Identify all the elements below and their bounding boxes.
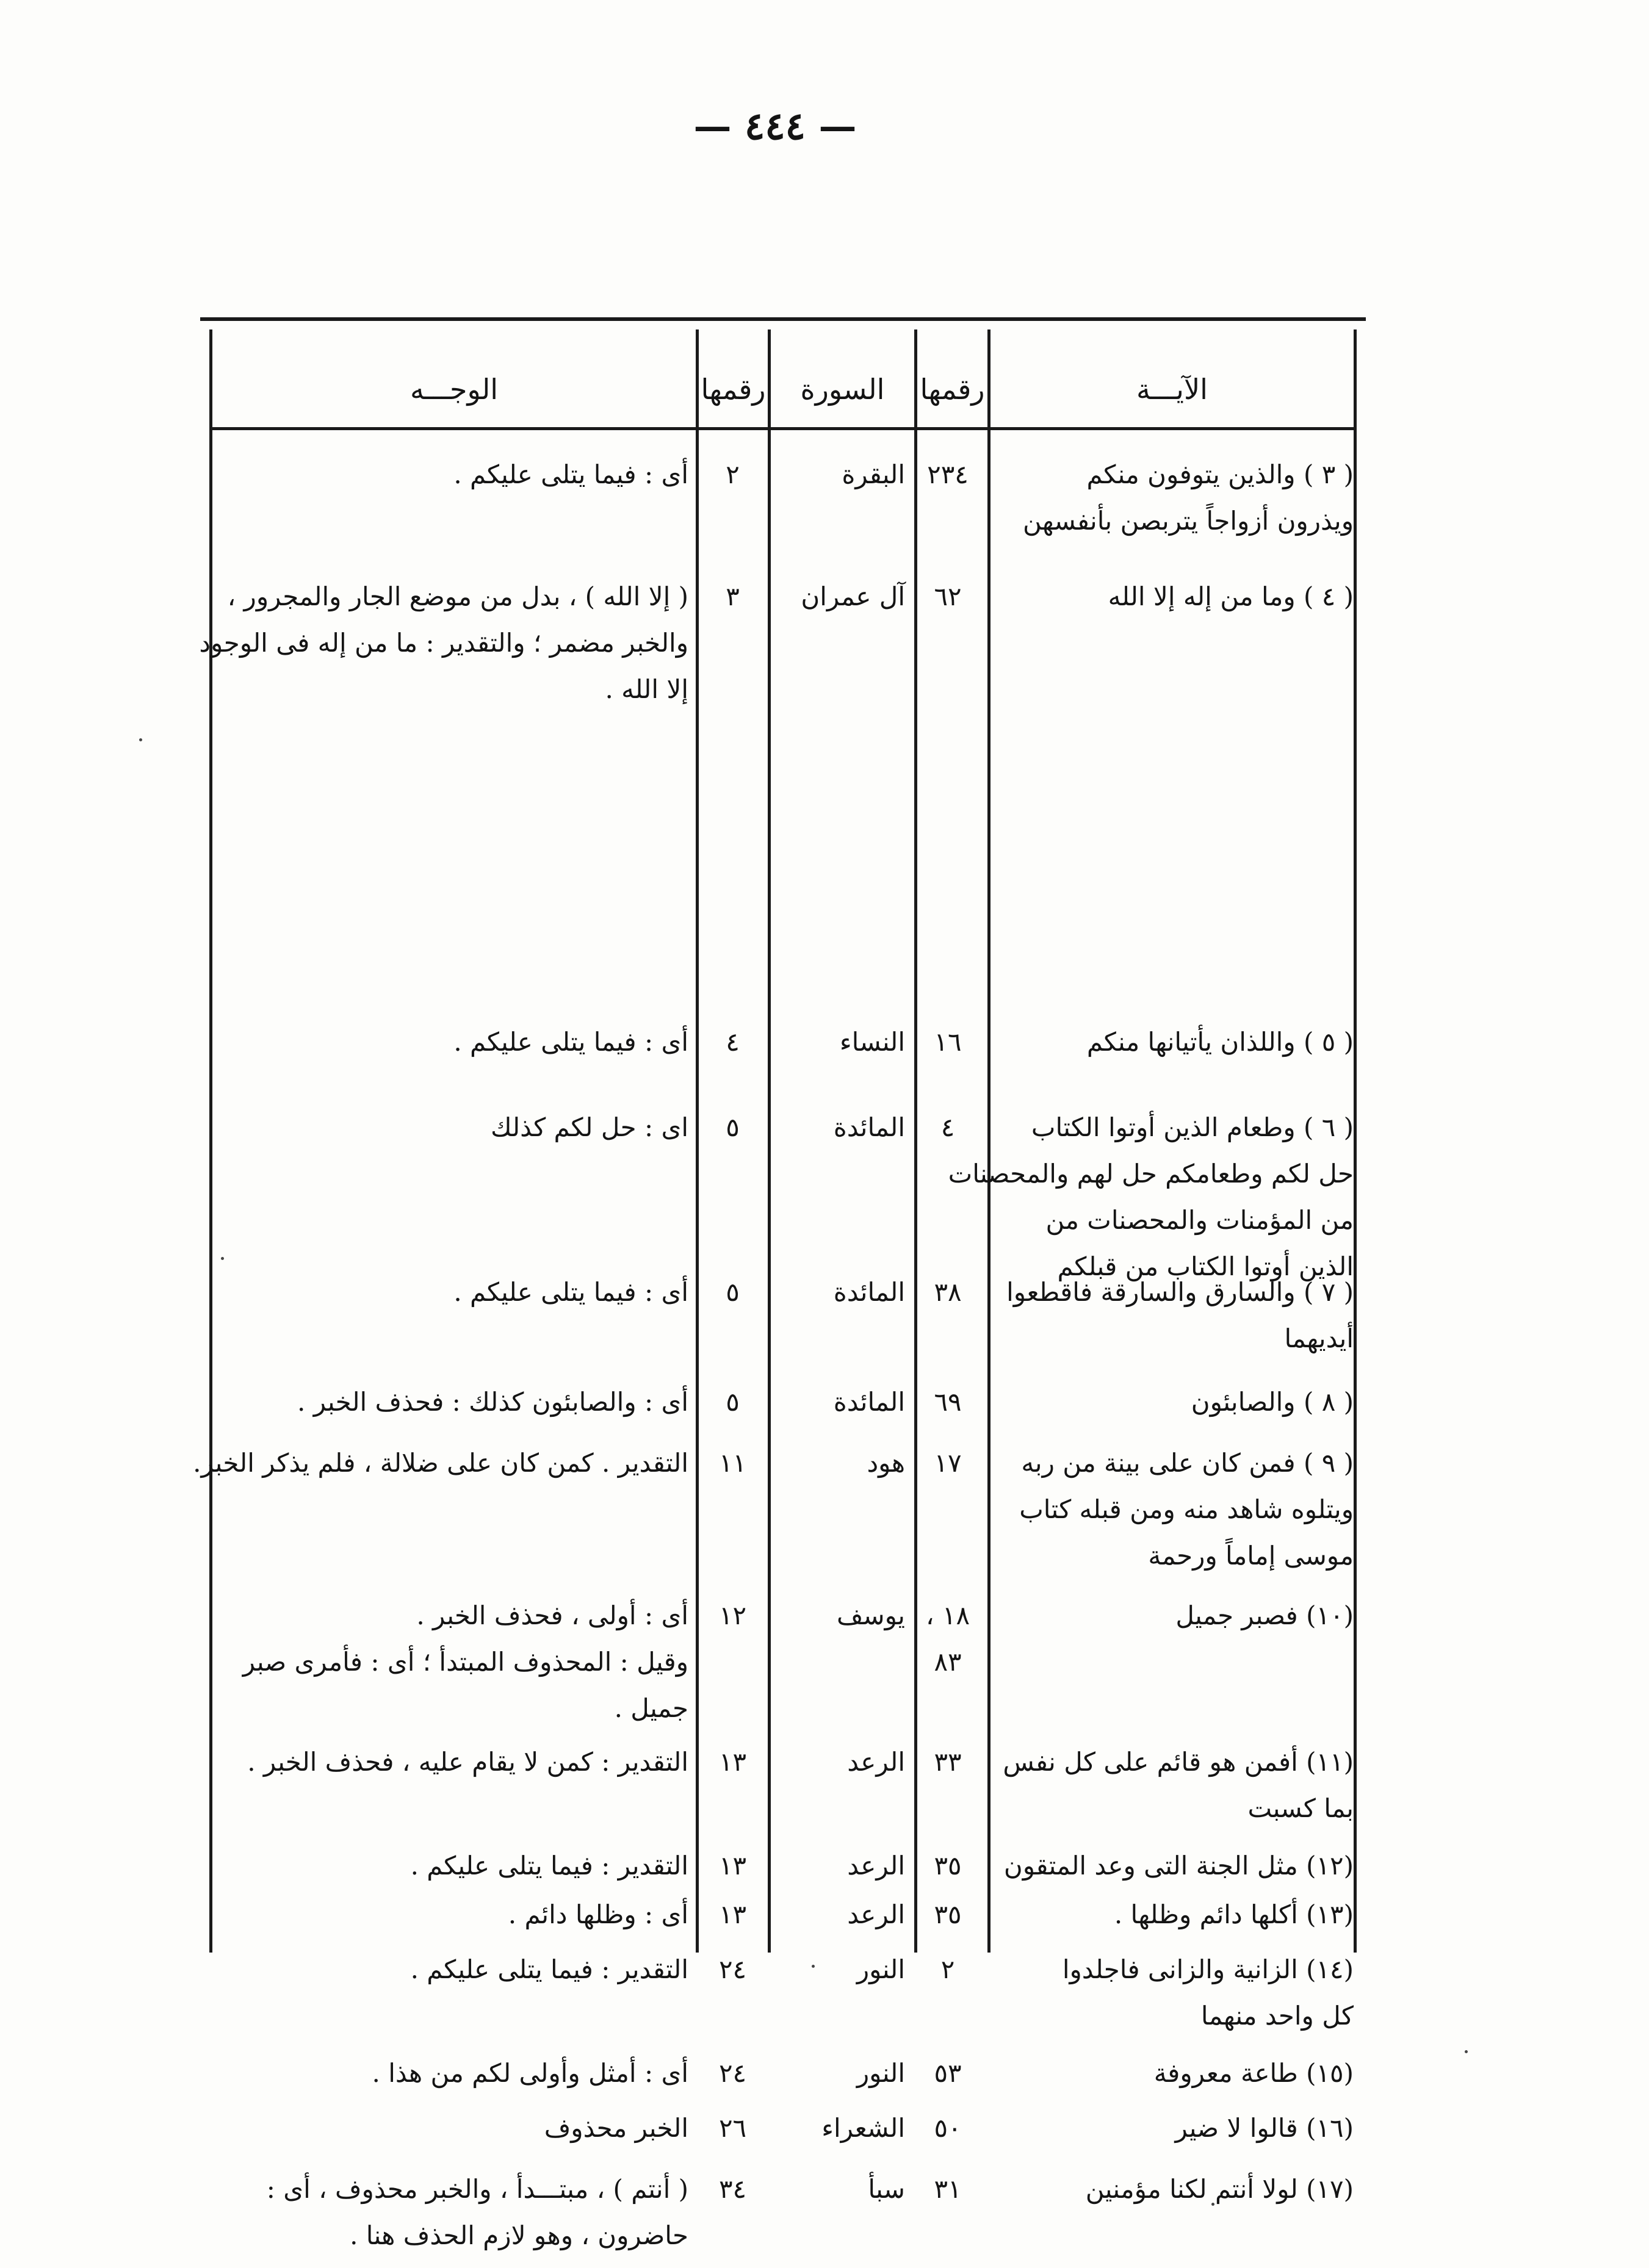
ayah-number: ٢ bbox=[940, 1954, 955, 1984]
ayah-number: ٥٣ bbox=[934, 2058, 962, 2088]
wajh-text bbox=[225, 1593, 688, 1732]
ayah-text-line: أيديهما bbox=[1284, 1323, 1354, 1353]
ayah-text-line: (١٧) لولا أنتم لكنا مؤمنين bbox=[1085, 2174, 1354, 2204]
ayah-text-line: ( ٩ ) فمن كان على بينة من ربه bbox=[1021, 1448, 1354, 1478]
wajh-number: ١٢ bbox=[718, 1600, 747, 1630]
wajh-text bbox=[199, 574, 688, 713]
ayah-text-line: (١٠) فصبر جميل bbox=[1175, 1600, 1354, 1630]
wajh-text bbox=[225, 1379, 688, 1425]
wajh-number: ٣ bbox=[726, 581, 740, 611]
surah-name: المائدة bbox=[833, 1277, 905, 1307]
wajh-text-line: أى : وظلها دائم . bbox=[508, 1899, 688, 1929]
column-divider bbox=[1354, 329, 1357, 1953]
ayah-text bbox=[1003, 1739, 1354, 1832]
surah-name: المائدة bbox=[833, 1112, 905, 1142]
ayah-number: ٦٩ bbox=[934, 1387, 962, 1417]
ayah-number: ٣٥ bbox=[934, 1851, 962, 1881]
surah-name: المائدة bbox=[833, 1387, 905, 1417]
ayah-text-line: من المؤمنات والمحصنات من bbox=[1045, 1205, 1354, 1235]
ayah-text-line: ( ٨ ) والصابئون bbox=[1191, 1387, 1354, 1417]
ayah-text bbox=[1012, 2105, 1354, 2151]
ayah-text-line: ( ٣ ) والذين يتوفون منكم bbox=[1086, 459, 1354, 489]
header-wajh-number: رقمها bbox=[701, 372, 766, 406]
table-top-rule bbox=[200, 317, 1366, 321]
surah-name: النور bbox=[856, 2058, 905, 2088]
header-surah: السورة bbox=[800, 372, 885, 406]
ayah-text-line: كل واحد منهما bbox=[1200, 2001, 1354, 2031]
wajh-text-line: الخبر محذوف bbox=[544, 2113, 688, 2143]
ayah-text-line: (١٤) الزانية والزانى فاجلدوا bbox=[1062, 1954, 1354, 1984]
ayah-number: ٣١ bbox=[934, 2174, 962, 2204]
ayah-text-line: ( ٥ ) واللذان يأتيانها منكم bbox=[1086, 1027, 1354, 1057]
surah-name: الرعد bbox=[847, 1851, 905, 1881]
ayah-text bbox=[1003, 1843, 1354, 1889]
wajh-text-line: أى : والصابئون كذلك : فحذف الخبر . bbox=[297, 1387, 688, 1417]
wajh-number: ٢٤ bbox=[718, 1954, 747, 1984]
ayah-text-line: (١٣) أكلها دائم وظلها . bbox=[1114, 1899, 1354, 1929]
header-wajh: الوجـــه bbox=[410, 372, 499, 406]
wajh-number: ١٣ bbox=[718, 1899, 747, 1929]
wajh-number: ٢٤ bbox=[718, 2058, 747, 2088]
wajh-text-line: أى : أمثل وأولى لكم من هذا . bbox=[372, 2058, 688, 2088]
header-ayah-number: رقمها bbox=[920, 372, 985, 406]
ayah-text-line: ( ٤ ) وما من إله إلا الله bbox=[1108, 581, 1354, 611]
ayah-text-line: (١٢) مثل الجنة التى وعد المتقون bbox=[1003, 1851, 1354, 1881]
wajh-text bbox=[225, 1104, 688, 1151]
wajh-text-line: أى : فيما يتلى عليكم . bbox=[453, 1027, 688, 1057]
wajh-text-line: جميل . bbox=[614, 1693, 688, 1723]
wajh-number: ٥ bbox=[726, 1277, 740, 1307]
surah-name: هود bbox=[867, 1448, 905, 1478]
wajh-text-line: وقيل : المحذوف المبتدأ ؛ أى : فأمرى صبر bbox=[242, 1647, 688, 1677]
table-header-rule bbox=[209, 427, 1357, 430]
ayah-text bbox=[1012, 2166, 1354, 2212]
wajh-text bbox=[193, 1440, 688, 1486]
column-divider bbox=[768, 329, 771, 1953]
ayah-text bbox=[1006, 1269, 1354, 1362]
ayah-number: ٣٣ bbox=[934, 1747, 962, 1777]
ayah-number: ٦٢ bbox=[934, 581, 962, 611]
wajh-text bbox=[225, 1946, 688, 1993]
wajh-number: ٢ bbox=[726, 459, 740, 489]
surah-name: الرعد bbox=[847, 1747, 905, 1777]
wajh-text-line: أى : أولى ، فحذف الخبر . bbox=[416, 1600, 688, 1630]
wajh-number: ٣٤ bbox=[718, 2174, 747, 2204]
ayah-text-line: الذين أوتوا الكتاب من قبلكم bbox=[1057, 1251, 1354, 1281]
ayah-text-line: (١٦) قالوا لا ضير bbox=[1175, 2113, 1354, 2143]
ayah-text-line: بما كسبت bbox=[1247, 1793, 1354, 1823]
ayah-number: ٤ bbox=[940, 1112, 955, 1142]
surah-name: البقرة bbox=[842, 459, 905, 489]
wajh-text-line: أى : فيما يتلى عليكم . bbox=[453, 459, 688, 489]
ayah-number: ١٨ ، ٨٣ bbox=[925, 1600, 970, 1677]
column-divider bbox=[209, 329, 212, 1953]
ayah-text bbox=[1012, 2050, 1354, 2097]
wajh-text bbox=[225, 2166, 688, 2259]
ayah-text-line: موسى إماماً ورحمة bbox=[1148, 1541, 1354, 1571]
ayah-number: ٢٣٤ bbox=[927, 459, 969, 489]
surah-name: النور bbox=[856, 1954, 905, 1984]
header-ayah: الآيـــة bbox=[1136, 372, 1208, 406]
wajh-text-line: حاضرون ، وهو لازم الحذف هنا . bbox=[350, 2220, 688, 2250]
ayah-number: ١٧ bbox=[934, 1448, 962, 1478]
ayah-text bbox=[1012, 1593, 1354, 1639]
wajh-text-line: التقدير : فيما يتلى عليكم . bbox=[410, 1954, 688, 1984]
wajh-text-line: إلا الله . bbox=[605, 674, 688, 704]
ayah-number: ٣٥ bbox=[934, 1899, 962, 1929]
page-number: — ٤٤٤ — bbox=[693, 104, 857, 148]
wajh-text-line: اى : حل لكم كذلك bbox=[490, 1112, 688, 1142]
wajh-text-line: ( إلا الله ) ، بدل من موضع الجار والمجرور ، bbox=[227, 581, 688, 611]
verse-table bbox=[193, 317, 1366, 2250]
wajh-number: ٥ bbox=[726, 1112, 740, 1142]
wajh-text bbox=[225, 2050, 688, 2097]
ayah-text bbox=[1012, 1946, 1354, 2039]
surah-name: الرعد bbox=[847, 1899, 905, 1929]
ayah-text-line: ويذرون أزواجاً يتربصن بأنفسهن bbox=[1023, 506, 1354, 536]
surah-name: آل عمران bbox=[801, 581, 905, 611]
ayah-text-line: حل لكم وطعامكم حل لهم والمحصنات bbox=[948, 1159, 1354, 1189]
scan-speck bbox=[139, 738, 142, 741]
wajh-number: ١٣ bbox=[718, 1747, 747, 1777]
ayah-text bbox=[948, 1104, 1354, 1290]
ayah-text-line: ( ٧ ) والسارق والسارقة فاقطعوا bbox=[1006, 1277, 1354, 1307]
ayah-text bbox=[1012, 1379, 1354, 1425]
ayah-text-line: ويتلوه شاهد منه ومن قبله كتاب bbox=[1019, 1494, 1354, 1524]
ayah-number: ١٦ bbox=[934, 1027, 962, 1057]
column-divider bbox=[696, 329, 699, 1953]
wajh-number: ٤ bbox=[726, 1027, 740, 1057]
wajh-text bbox=[225, 452, 688, 498]
wajh-text-line: أى : فيما يتلى عليكم . bbox=[453, 1277, 688, 1307]
surah-name: سبأ bbox=[868, 2174, 905, 2204]
ayah-text-line: ( ٦ ) وطعام الذين أوتوا الكتاب bbox=[1031, 1112, 1354, 1142]
ayah-text bbox=[1012, 1019, 1354, 1065]
surah-name: النساء bbox=[839, 1027, 905, 1057]
wajh-text-line: التقدير : فيما يتلى عليكم . bbox=[410, 1851, 688, 1881]
scan-speck bbox=[1465, 2050, 1468, 2053]
wajh-text bbox=[225, 2105, 688, 2151]
ayah-number: ٥٠ bbox=[934, 2113, 962, 2143]
wajh-text bbox=[225, 1019, 688, 1065]
wajh-number: ١٣ bbox=[718, 1851, 747, 1881]
wajh-number: ٥ bbox=[726, 1387, 740, 1417]
ayah-text bbox=[1012, 1892, 1354, 1938]
wajh-text bbox=[225, 1739, 688, 1785]
ayah-text bbox=[1012, 574, 1354, 620]
ayah-text bbox=[1012, 1440, 1354, 1579]
wajh-number: ٢٦ bbox=[718, 2113, 747, 2143]
ayah-text-line: (١٥) طاعة معروفة bbox=[1153, 2058, 1354, 2088]
ayah-text bbox=[1012, 452, 1354, 544]
wajh-text-line: التقدير . كمن كان على ضلالة ، فلم يذكر الخبر. bbox=[193, 1448, 688, 1478]
ayah-number: ٣٨ bbox=[934, 1277, 962, 1307]
wajh-text bbox=[225, 1843, 688, 1889]
wajh-number: ١١ bbox=[718, 1448, 747, 1478]
wajh-text-line: ( أنتم ) ، مبتـــدأ ، والخبر محذوف ، أى : bbox=[266, 2174, 688, 2204]
ayah-text-line: (١١) أفمن هو قائم على كل نفس bbox=[1003, 1747, 1354, 1777]
wajh-text bbox=[225, 1269, 688, 1316]
wajh-text-line: والخبر مضمر ؛ والتقدير : ما من إله فى الوجود bbox=[199, 628, 688, 658]
wajh-text-line: التقدير : كمن لا يقام عليه ، فحذف الخبر . bbox=[247, 1747, 688, 1777]
surah-name: يوسف bbox=[836, 1600, 905, 1630]
wajh-text bbox=[225, 1892, 688, 1938]
surah-name: الشعراء bbox=[821, 2113, 905, 2143]
column-divider bbox=[987, 329, 990, 1953]
